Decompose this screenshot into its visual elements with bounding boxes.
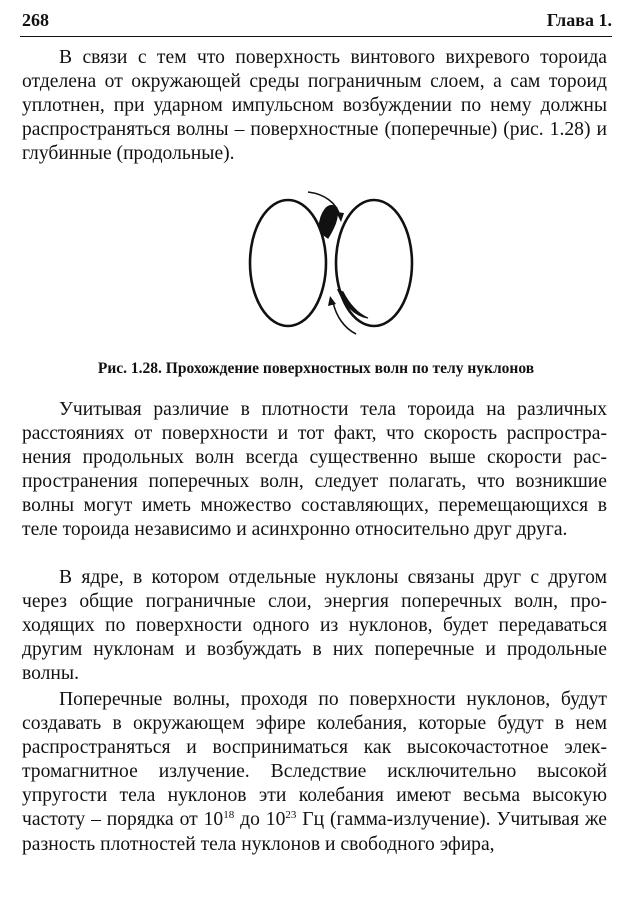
paragraph-3: В ядре, в котором отдельные нуклоны связаны друг с другом через общие пограничные слои, энергия поперечных волн, проходящих по поверхности одного из нуклонов, будет передаваться другим нуклонам и возбуждать в них поперечные и продольные волны. [22, 567, 607, 685]
paragraph-4-text-start: Поперечные волны, проходя по поверхности нуклонов, будут создавать в окружающем эфире колебания, которые будут в нем распространяться и восприниматься как высокочастотное электромагнитное излучение. Вследствие исключительно высокой упругости тела нуклонов эти колебания имеют весьма высокую частоту – порядка от 10 [22, 689, 607, 831]
figure-caption: Рис. 1.28. Прохождение поверхностных волн по телу нуклонов [97, 360, 535, 377]
lower-arrowhead [328, 296, 336, 306]
left-nucleon-toroid [250, 200, 326, 326]
paragraph-4 [22, 688, 607, 857]
right-nucleon-toroid [336, 200, 412, 326]
paragraph-1: В связи с тем что поверхность винтового вихревого тороида отделена от окружающей среды пограничным слоем, а сам тороид уплотнен, при ударном импульсном возбуждении по нему должны распространяться волны – поверхностные (поперечные) (рис. 1.28) и глубинные (продольные). [22, 47, 607, 165]
paragraph-2: Учитывая различие в плотности тела тороида на различных расстояниях от поверхности и тот факт, что скорость распространения продольных волн всегда существенно выше скорости распространения поперечных волн, следует полагать, что возникшие волны могут иметь множество составляющих, перемещающихся в теле тороида независимо и асинхронно относительно друг друга. [22, 399, 607, 541]
exponent-18: 18 [223, 809, 235, 822]
running-header [20, 8, 612, 37]
figure-nucleons [230, 178, 430, 348]
paragraph-4-text-end: Гц (гамма-излучение). Учитывая же разность плотностей тела нуклонов и свободного эфира, [22, 809, 607, 855]
upper-surface-wave [319, 206, 337, 238]
chapter-title: Глава 1. [546, 10, 612, 30]
paragraph-4-text-middle: до 10 [234, 809, 286, 831]
exponent-23: 23 [285, 809, 297, 822]
page-number: 268 [22, 10, 49, 30]
